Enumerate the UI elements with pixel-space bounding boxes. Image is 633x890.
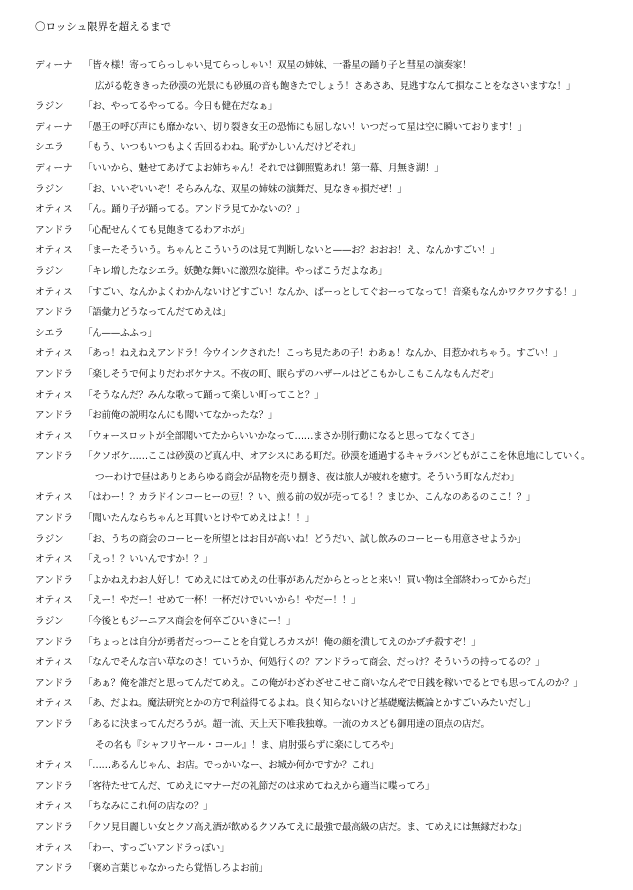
dialogue-line [35, 244, 625, 265]
dialogue-text: 「クソボケ……ここは砂漠のど真ん中、オアシスにある町だ。砂漠を通過するキャラバンどもがここを休息地にしていく。 [83, 451, 591, 463]
dialogue-line [35, 615, 625, 636]
speaker-name: シエラ [35, 327, 64, 339]
dialogue-line [35, 718, 625, 739]
speaker-name: オティス [35, 554, 73, 566]
speaker-name: アンドラ [35, 719, 73, 730]
dialogue-line [35, 862, 625, 883]
speaker-name: アンドラ [35, 224, 73, 236]
speaker-name: ディーナ [35, 162, 73, 174]
dialogue-line [35, 327, 625, 348]
dialogue-line [35, 821, 625, 842]
dialogue-line [35, 594, 625, 615]
dialogue-line [35, 162, 625, 183]
speaker-name: ラジン [35, 101, 64, 113]
dialogue-line [35, 389, 625, 410]
dialogue-text: 「いいから、魅せてあげてよお姉ちゃん！それでは御照覧あれ！第一幕、月無き湖！」 [83, 162, 444, 174]
dialogue-text: 「なんでそんな言い草なのさ！ていうか、何処行くの？アンドラって商会、だっけ？そういうの持ってるの？」 [83, 657, 545, 669]
dialogue-line [35, 183, 625, 204]
dialogue-text: 「もう、いつもいつもよく舌回るわね。恥ずかしいんだけどそれ」 [83, 142, 361, 154]
dialogue-line [35, 471, 625, 492]
dialogue-line [35, 450, 625, 471]
dialogue-line [35, 553, 625, 574]
dialogue-line [35, 409, 625, 430]
speaker-name: アンドラ [35, 574, 73, 586]
dialogue-text: 「あぁ？俺を誰だと思ってんだてめえ。この俺がわざわざせこせこ商いなんぞで日銭を稼いでるとでも思ってんのか？」 [83, 677, 583, 689]
speaker-name: アンドラ [35, 821, 73, 833]
dialogue-line [35, 430, 625, 451]
speaker-name: アンドラ [35, 636, 73, 648]
dialogue-text: つーわけで昼はありとあらゆる商会が品物を売り捌き、夜は旅人が疲れを癒す。そういう町なんだわ」 [95, 471, 520, 483]
dialogue-line [35, 780, 625, 801]
dialogue-line [35, 347, 625, 368]
dialogue-text: 「そうなんだ？みんな歌って踊って楽しい町ってこと？」 [83, 389, 324, 401]
dialogue-text: 「あ、だよね。魔法研究とかの方で利益得てるよね。良く知らないけど基礎魔法概論とかすごいみたいだし」 [83, 698, 536, 710]
speaker-name: アンドラ [35, 780, 73, 792]
speaker-name: オティス [35, 657, 73, 669]
speaker-name: オティス [35, 842, 73, 854]
dialogue-text: 「ウォースロットが全部聞いてたからいいかなって……まさか別行動になると思ってなくてさ」 [83, 430, 480, 442]
dialogue-line [35, 224, 625, 245]
dialogue-line [35, 141, 625, 162]
speaker-name: ラジン [35, 533, 64, 545]
speaker-name: オティス [35, 430, 73, 442]
speaker-name: オティス [35, 245, 73, 257]
dialogue-text: 「まーたそういう。ちゃんとこういうのは見て判断しないと——お？おおお！え、なんかすごい！」 [83, 245, 500, 257]
dialogue-text: 「えー！やだー！せめて一杯！一杯だけでいいから！やだー！！」 [83, 595, 361, 607]
dialogue-text: 「皆々様！寄ってらっしゃい見てらっしゃい！双星の姉妹、一番星の踊り子と彗星の演奏家！ [83, 60, 472, 71]
dialogue-line [35, 759, 625, 780]
dialogue-text: 「楽しそうで何よりだわボケナス。不夜の町、眠らずのハザールはどこもかしこもこんなもんだぞ」 [83, 368, 499, 380]
speaker-name: オティス [35, 760, 73, 772]
dialogue-text: 「キレ増したなシエラ。妖艶な舞いに激烈な旋律。やっぱこうだよなあ」 [83, 265, 388, 277]
dialogue-line [35, 636, 625, 657]
dialogue-text: 「褒め言葉じゃなかったら覚悟しろよお前」 [83, 863, 268, 875]
dialogue-text: 「聞いたんならちゃんと耳貫いとけやてめえはよ！！」 [83, 513, 315, 525]
speaker-name: オティス [35, 286, 73, 298]
dialogue-line [35, 512, 625, 533]
dialogue-text: 「心配せんくても見飽きてるわアホが」 [83, 224, 250, 236]
dialogue-line [35, 697, 625, 718]
dialogue-line [35, 656, 625, 677]
speaker-name: オティス [35, 348, 73, 360]
dialogue-text: 「えっ！？いいんですか！？」 [83, 554, 213, 566]
dialogue-text: 「お前俺の説明なんにも聞いてなかったな？」 [83, 410, 278, 422]
dialogue-text: 「すごい、なんかよくわかんないけどすごい！なんか、ばーっとしてぐおーってなって！音楽もなんかワクワクする！」 [83, 286, 582, 298]
dialogue-text: 「ん。踊り子が踊ってる。アンドラ見てかないの？」 [83, 204, 306, 216]
dialogue-text: 「お、うちの商会のコーヒーを所望とはお目が高いね！どうだい、試し飲みのコーヒーも用意させようか」 [83, 533, 526, 545]
dialogue-line [35, 286, 625, 307]
dialogue-text: 「客待たせてんだ、てめえにマナーだの礼節だのは求めてねえから適当に喋ってろ」 [83, 780, 435, 792]
dialogue-line [35, 677, 625, 698]
speaker-name: アンドラ [35, 863, 73, 875]
speaker-name: アンドラ [35, 513, 73, 525]
speaker-name: ラジン [35, 265, 64, 277]
dialogue-line [35, 800, 625, 821]
dialogue-line [35, 306, 625, 327]
speaker-name: オティス [35, 389, 73, 401]
script-body [35, 59, 625, 883]
speaker-name: ラジン [35, 183, 64, 195]
dialogue-text: 「ちなみにこれ何の店なの？」 [83, 801, 213, 813]
dialogue-line [35, 842, 625, 863]
dialogue-line [35, 533, 625, 554]
speaker-name: ラジン [35, 616, 64, 628]
speaker-name: ディーナ [35, 121, 73, 133]
dialogue-line [35, 574, 625, 595]
speaker-name: シエラ [35, 142, 64, 154]
dialogue-text: 「ん——ふふっ」 [83, 327, 157, 339]
speaker-name: オティス [35, 595, 73, 607]
dialogue-line [35, 80, 625, 101]
dialogue-text: 「今後ともジーニアス商会を何卒ごひいきにー！」 [83, 616, 296, 628]
dialogue-line [35, 121, 625, 142]
speaker-name: オティス [35, 801, 73, 813]
dialogue-text: 「……あるんじゃん、お店。でっかいなー、お城か何かですか？これ」 [83, 760, 379, 772]
speaker-name: アンドラ [35, 451, 73, 463]
dialogue-text: 「語彙力どうなってんだてめえは」 [83, 307, 231, 319]
document-title: 〇ロッシュ限界を超えるまで [35, 21, 172, 33]
dialogue-line [35, 203, 625, 224]
speaker-name: オティス [35, 698, 73, 710]
dialogue-text: 「ちょっとは自分が勇者だっつーことを自覚しろカスが！俺の顔を潰してえのかブチ殺すぞ！」 [83, 636, 481, 648]
speaker-name: オティス [35, 204, 73, 216]
dialogue-text: 「お、いいぞいいぞ！そらみんな、双星の姉妹の演舞だ、見なきゃ損だぜ！」 [83, 183, 407, 195]
dialogue-line [35, 491, 625, 512]
dialogue-line [35, 265, 625, 286]
dialogue-text: 「あっ！ねえねえアンドラ！今ウインクされた！こっち見たあの子！わあぁ！なんか、目惹かれちゃう。すごい！」 [83, 348, 563, 360]
dialogue-text: 「わー、すっごいアンドラっぽい」 [83, 842, 230, 854]
dialogue-text: 「あるに決まってんだろうが。超一流、天上天下唯我独尊。一流のカスども御用達の頂点の店だ。 [83, 719, 490, 730]
dialogue-text: 「よかねえわお人好し！てめえにはてめえの仕事があんだからとっとと来い！買い物は全部終わってからだ」 [83, 574, 536, 586]
dialogue-text: 「はわー！？カラドインコーヒーの豆！？い、煎る前の奴が売ってる！？まじか、こんなのあるのここ！？」 [83, 492, 536, 504]
dialogue-text: 「クソ見目麗しい女とクソ高え酒が飲めるクソみてえに最強で最高級の店だ。ま、てめえには無縁だわな」 [83, 821, 527, 833]
dialogue-line [35, 100, 625, 121]
speaker-name: アンドラ [35, 368, 73, 380]
dialogue-text: 広がる乾ききった砂漠の光景にも砂風の音も飽きたでしょう！さあさあ、見逃すなんて損なことをなさいますな！」 [95, 80, 576, 92]
speaker-name: オティス [35, 492, 73, 504]
dialogue-text: 「お、やってるやってる。今日も健在だなぁ」 [83, 101, 278, 113]
speaker-name: ディーナ [35, 60, 73, 71]
dialogue-line [35, 368, 625, 389]
speaker-name: アンドラ [35, 410, 73, 422]
dialogue-text: その名も『シャフリヤール・コール』！ま、肩肘張らずに楽にしてろや」 [95, 739, 399, 751]
speaker-name: アンドラ [35, 307, 73, 319]
speaker-name: アンドラ [35, 677, 73, 689]
dialogue-line [35, 59, 625, 80]
dialogue-line [35, 739, 625, 760]
dialogue-text: 「愚王の呼び声にも靡かない、切り裂き女王の恐怖にも屈しない！いつだって星は空に瞬いております！」 [83, 121, 527, 133]
